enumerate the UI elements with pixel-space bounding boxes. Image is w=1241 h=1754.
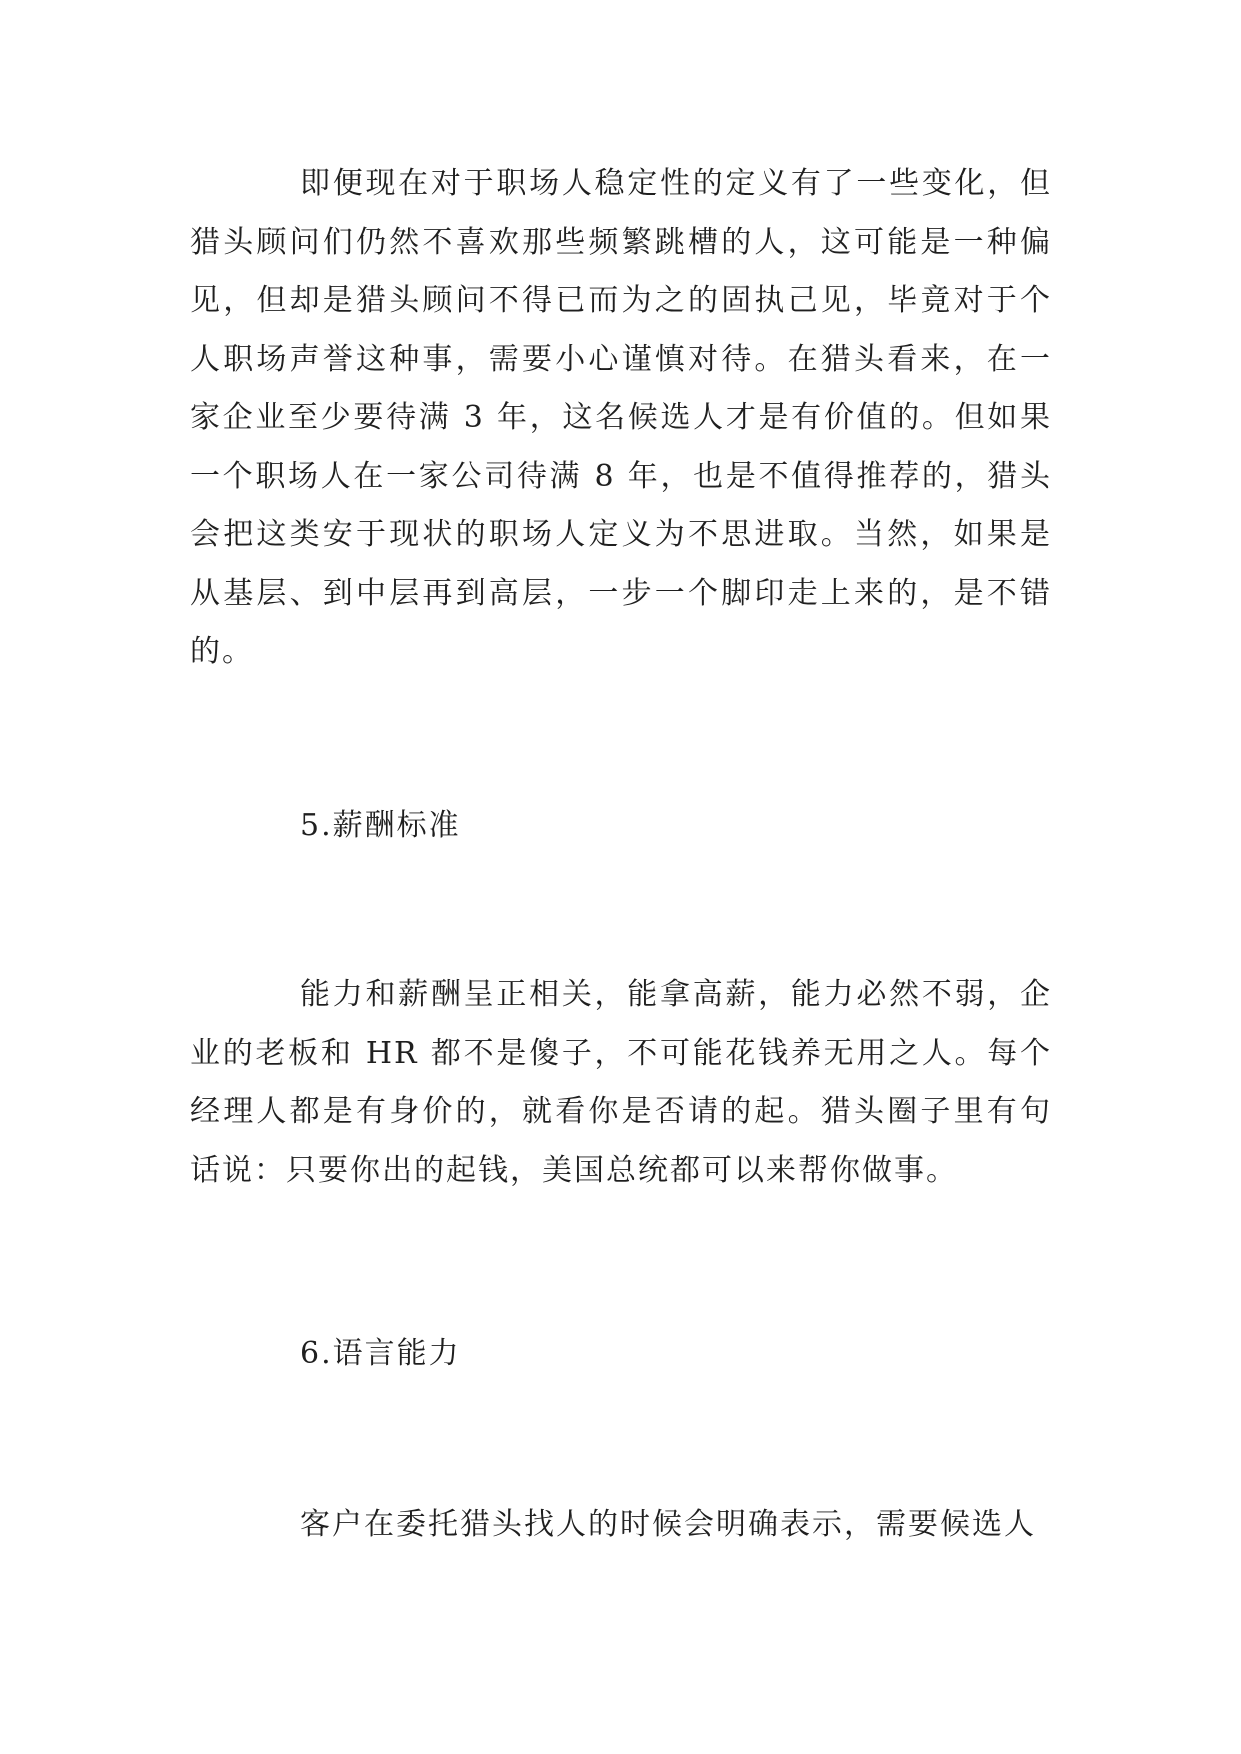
body-paragraph: 客户在委托猎头找人的时候会明确表示，需要候选人: [300, 1507, 1036, 1542]
section-heading: 6.语言能力: [300, 1336, 461, 1371]
body-paragraph: 即便现在对于职场人稳定性的定义有了一些变化，但猎头顾问们仍然不喜欢那些频繁跳槽的人，这可能是一种偏见，但却是猎头顾问不得已而为之的固执己见，毕竟对于个人职场声誉这种事，需要小心谨慎对待。在猎头看来，在一家企业至少要待满 3 年，这名候选人才是有价值的。但如果一个职场人在一家公司待满 8 年，也是不值得推荐的，猎头会把这类安于现状的职场人定义为不思进取。当然，如果是从基层、到中层再到高层，一步一个脚印走上来的，是不错的。: [190, 166, 1052, 669]
body-paragraph: 能力和薪酬呈正相关，能拿高薪，能力必然不弱，企业的老板和 HR 都不是傻子，不可能花钱养无用之人。每个经理人都是有身价的，就看你是否请的起。猎头圈子里有句话说：只要你出的起钱，美国总统都可以来帮你做事。: [190, 977, 1052, 1188]
section-heading: 5.薪酬标准: [300, 808, 461, 843]
